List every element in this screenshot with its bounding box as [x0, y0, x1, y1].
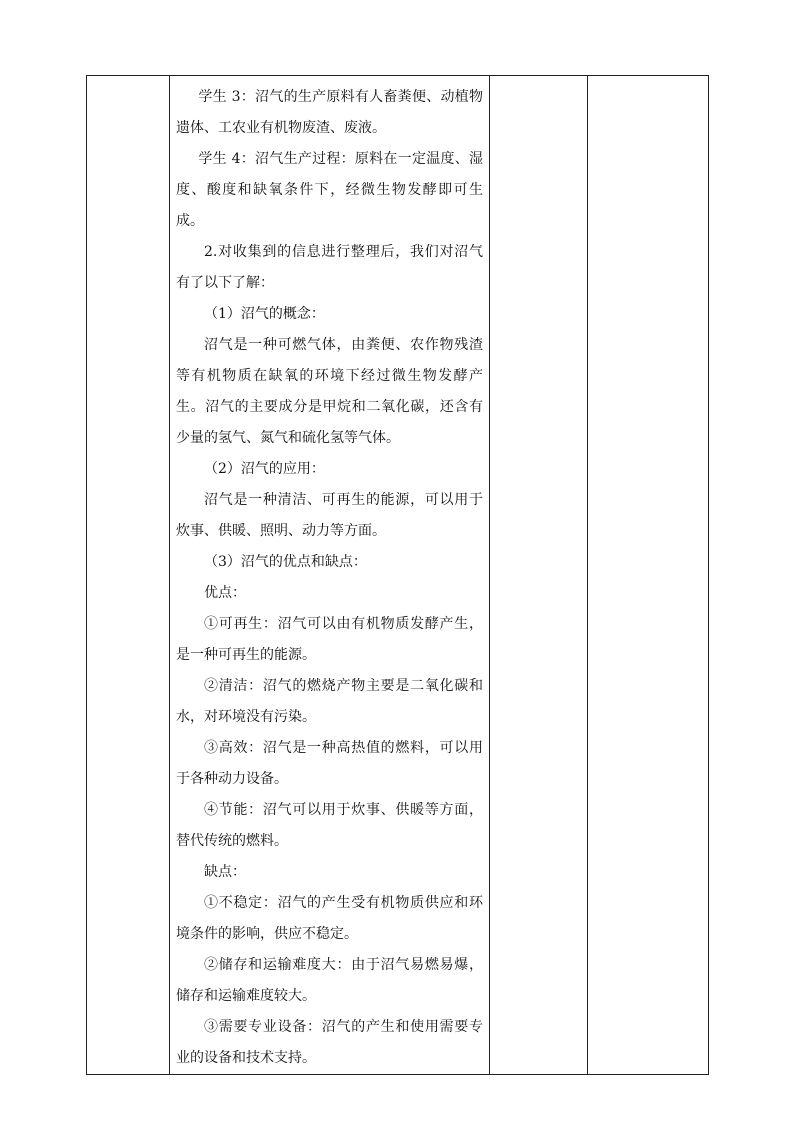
paragraph-application: 沼气是一种清洁、可再生的能源，可以用于炊事、供暖、照明、动力等方面。 [176, 492, 483, 539]
heading-pros-cons: （3）沼气的优点和缺点： [204, 554, 367, 570]
design-intent-cell [588, 76, 709, 1075]
lesson-plan-table [86, 75, 709, 1075]
disadvantage-equipment: ③需要专业设备：沼气的产生和使用需要专业的设备和技术支持。 [176, 1019, 483, 1066]
content-column-cell [170, 76, 490, 1075]
advantage-energy-saving: ④节能：沼气可以用于炊事、供暖等方面，替代传统的燃料。 [176, 802, 483, 849]
advantage-efficient: ③高效：沼气是一种高热值的燃料，可以用于各种动力设备。 [176, 740, 483, 787]
advantage-renewable: ①可再生：沼气可以由有机物质发酵产生，是一种可再生的能源。 [176, 616, 483, 663]
stage-column-cell [87, 76, 170, 1075]
advantage-clean: ②清洁：沼气的燃烧产物主要是二氧化碳和水，对环境没有污染。 [176, 678, 483, 725]
paragraph-student-4: 学生 4：沼气生产过程：原料在一定温度、湿度、酸度和缺氧条件下，经微生物发酵即可生成。 [176, 151, 483, 229]
paragraph-summary-intro: 2.对收集到的信息进行整理后，我们对沼气有了以下了解： [176, 244, 483, 291]
heading-application: （2）沼气的应用： [204, 461, 325, 477]
label-advantages: 优点： [204, 585, 246, 601]
paragraph-student-3: 学生 3：沼气的生产原料有人畜粪便、动植物遗体、工农业有机物废渣、废液。 [176, 89, 483, 136]
disadvantage-storage: ②储存和运输难度大：由于沼气易燃易爆，储存和运输难度较大。 [176, 957, 483, 1004]
paragraph-concept: 沼气是一种可燃气体，由粪便、农作物残渣等有机物质在缺氧的环境下经过微生物发酵产生。沼气的主要成分是甲烷和二氧化碳，还含有少量的氢气、氮气和硫化氢等气体。 [176, 337, 483, 446]
disadvantage-unstable: ①不稳定：沼气的产生受有机物质供应和环境条件的影响，供应不稳定。 [176, 895, 483, 942]
label-disadvantages: 缺点： [204, 864, 246, 880]
heading-concept: （1）沼气的概念： [204, 306, 325, 322]
student-activity-cell [490, 76, 588, 1075]
